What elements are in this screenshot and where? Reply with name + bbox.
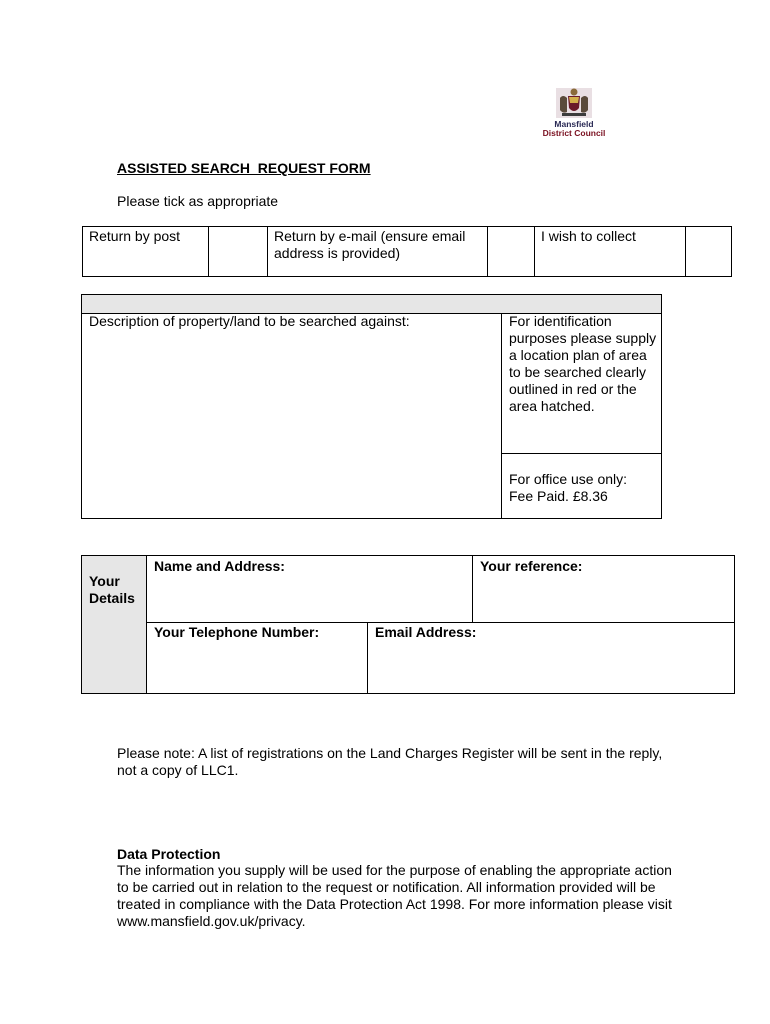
logo-text-line2: District Council — [542, 128, 606, 138]
data-protection-title: Data Protection — [117, 846, 221, 862]
return-by-email-checkbox[interactable] — [488, 227, 535, 277]
return-options-table — [82, 226, 732, 277]
property-description-label: Description of property/land to be searched against: — [89, 313, 410, 329]
form-title: ASSISTED SEARCH REQUEST FORM — [117, 160, 371, 176]
coat-of-arms-icon — [554, 86, 594, 120]
form-instruction: Please tick as appropriate — [117, 193, 279, 209]
divider — [472, 556, 473, 622]
collect-checkbox[interactable] — [686, 227, 732, 277]
divider — [501, 313, 502, 518]
telephone-label: Your Telephone Number: — [154, 624, 320, 640]
office-use-block — [509, 471, 627, 505]
logo-text-line1: Mansfield — [554, 119, 594, 129]
email-label: Email Address: — [375, 624, 477, 640]
data-protection-body: The information you supply will be used for the purpose of enabling the appropriate action to be carried out in relation to the request or notification. All information provided will be treated in compliance with the Data Protection Act 1998. For more information please visit www.mansfield.gov.uk/privacy. — [117, 862, 672, 929]
collect-label: I wish to collect — [535, 227, 686, 277]
divider — [146, 622, 734, 623]
registrations-note: Please note: A list of registrations on the Land Charges Register will be sent in the reply, not a copy of LLC1. — [117, 745, 663, 778]
return-by-post-checkbox[interactable] — [209, 227, 268, 277]
your-details-label: Your Details — [89, 573, 135, 606]
property-table — [81, 294, 662, 519]
divider — [367, 622, 368, 693]
your-reference-label: Your reference: — [480, 558, 583, 574]
your-details-table — [81, 555, 735, 694]
fee-paid: Fee Paid. £8.36 — [509, 488, 608, 504]
return-by-post-label: Return by post — [83, 227, 209, 277]
your-details-side-header — [82, 556, 147, 693]
council-logo — [534, 86, 614, 144]
return-by-email-label: Return by e-mail (ensure email address is provided) — [268, 227, 488, 277]
divider — [501, 453, 661, 454]
office-use-label: For office use only: — [509, 471, 628, 487]
property-table-header — [82, 295, 661, 314]
identification-note: For identification purposes please supply a location plan of area to be searched clearly outlined in red or the area hatched. — [509, 313, 657, 414]
name-address-label: Name and Address: — [154, 558, 285, 574]
